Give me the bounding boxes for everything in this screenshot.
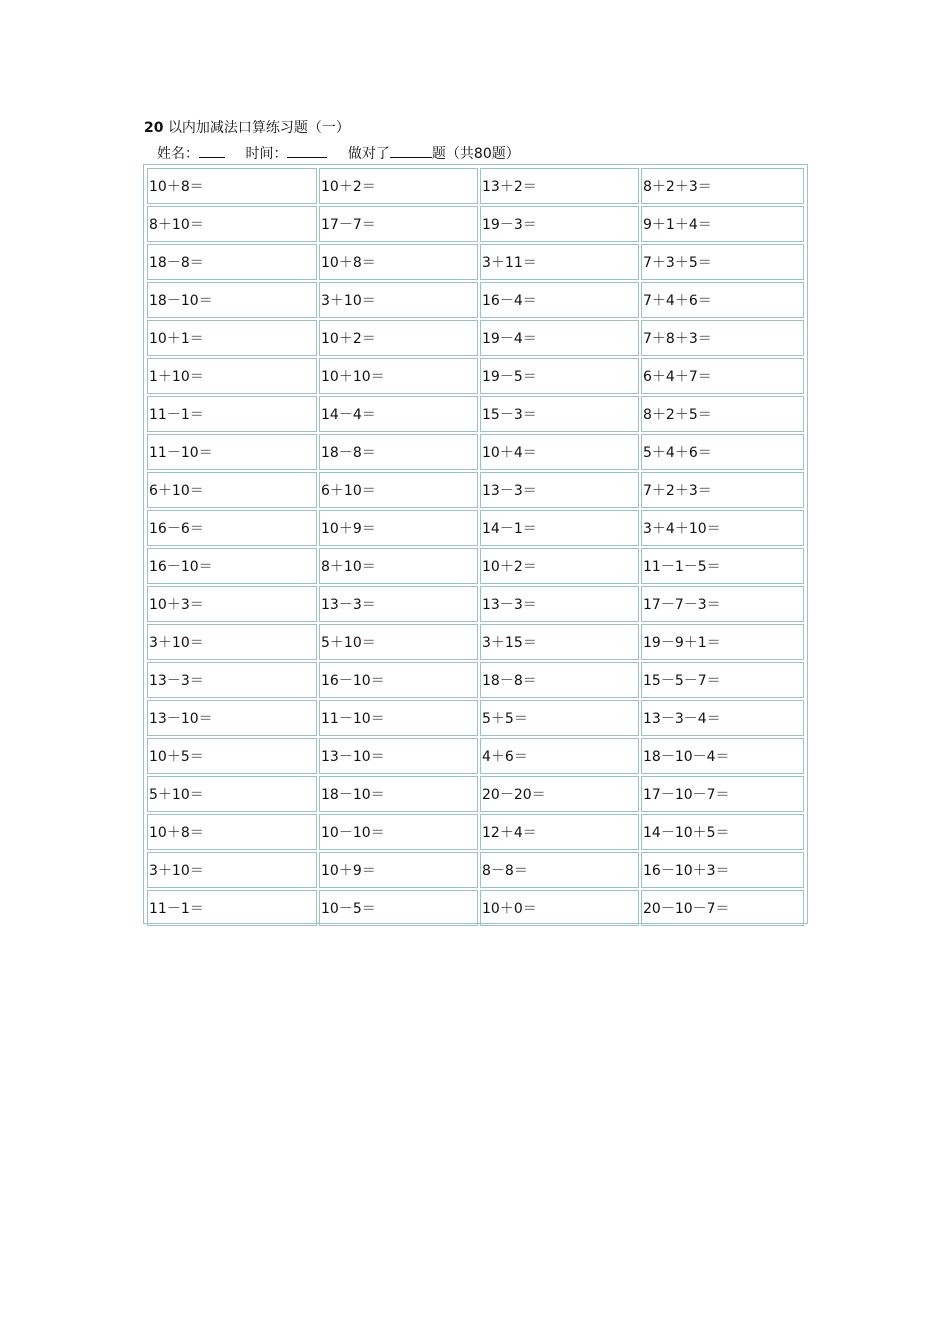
table-row [147,624,804,660]
problem-cell: 11－1＝ [147,890,317,926]
problem-cell: 13－10＝ [319,738,478,774]
problem-cell: 13－3＝ [319,586,478,622]
table-row [147,548,804,584]
problem-cell: 20－20＝ [480,776,639,812]
problem-cell: 14－10＋5＝ [641,814,804,850]
table-row [147,776,804,812]
problem-cell: 9＋1＋4＝ [641,206,804,242]
table-row [147,244,804,280]
table-row [147,434,804,470]
problem-cell: 1＋10＝ [147,358,317,394]
problem-cell: 13＋2＝ [480,168,639,204]
table-row [147,852,804,888]
problem-cell: 19－4＝ [480,320,639,356]
problem-cell: 8＋10＝ [319,548,478,584]
problem-cell: 8－8＝ [480,852,639,888]
problem-cell: 15－3＝ [480,396,639,432]
title-text: 以内加减法口算练习题（一） [167,120,350,136]
problem-cell: 11－1－5＝ [641,548,804,584]
problem-cell: 10＋3＝ [147,586,317,622]
problem-cell: 19－5＝ [480,358,639,394]
problem-cell: 10＋5＝ [147,738,317,774]
problem-cell: 10＋0＝ [480,890,639,926]
problem-cell: 13－3＝ [480,586,639,622]
problem-cell: 16－10＝ [147,548,317,584]
problem-cell: 10＋2＝ [319,320,478,356]
problem-cell: 13－3＝ [480,472,639,508]
problem-cell: 18－10－4＝ [641,738,804,774]
problem-cell: 3＋4＋10＝ [641,510,804,546]
problem-cell: 6＋10＝ [319,472,478,508]
problem-cell: 8＋2＋5＝ [641,396,804,432]
table-row [147,168,804,204]
problem-cell: 11－1＝ [147,396,317,432]
problem-cell: 7＋4＋6＝ [641,282,804,318]
table-row [147,738,804,774]
problem-grid [143,164,808,924]
problem-cell: 17－10－7＝ [641,776,804,812]
problem-cell: 10＋9＝ [319,852,478,888]
problem-cell: 18－8＝ [480,662,639,698]
problem-cell: 3＋11＝ [480,244,639,280]
page-title [144,118,350,138]
problem-cell: 10＋4＝ [480,434,639,470]
problem-cell: 13－10＝ [147,700,317,736]
problem-cell: 10－10＝ [319,814,478,850]
problem-cell: 10＋8＝ [319,244,478,280]
table-row [147,472,804,508]
correct-suffix: 题（共 [431,146,474,162]
problem-cell: 19－3＝ [480,206,639,242]
problem-cell: 3＋10＝ [147,852,317,888]
problem-cell: 17－7－3＝ [641,586,804,622]
table-row [147,358,804,394]
total-suffix: 题） [491,146,520,162]
problem-cell: 11－10＝ [147,434,317,470]
time-label: 时间： [245,146,288,162]
problem-cell: 7＋8＋3＝ [641,320,804,356]
problem-cell: 14－4＝ [319,396,478,432]
table-row [147,396,804,432]
problem-cell: 18－10＝ [147,282,317,318]
problem-cell: 6＋10＝ [147,472,317,508]
problem-cell: 15－5－7＝ [641,662,804,698]
table-row [147,510,804,546]
problem-cell: 13－3＝ [147,662,317,698]
correct-blank[interactable] [390,143,432,158]
title-number: 20 [144,120,164,136]
name-blank[interactable] [199,143,225,158]
problem-cell: 10＋1＝ [147,320,317,356]
table-row [147,206,804,242]
problem-cell: 8＋10＝ [147,206,317,242]
table-row [147,320,804,356]
problem-cell: 16－10＋3＝ [641,852,804,888]
problem-cell: 20－10－7＝ [641,890,804,926]
problem-cell: 16－10＝ [319,662,478,698]
problem-cell: 3＋15＝ [480,624,639,660]
problem-cell: 5＋5＝ [480,700,639,736]
total-count: 80 [473,146,492,162]
problem-table [145,166,806,928]
correct-label: 做对了 [347,146,390,162]
problem-cell: 10＋9＝ [319,510,478,546]
problem-cell: 5＋10＝ [319,624,478,660]
time-blank[interactable] [287,143,327,158]
table-row [147,814,804,850]
problem-cell: 16－4＝ [480,282,639,318]
name-label: 姓名： [157,146,199,162]
problem-cell: 10＋2＝ [480,548,639,584]
table-row [147,586,804,622]
problem-cell: 4＋6＝ [480,738,639,774]
problem-cell: 17－7＝ [319,206,478,242]
problem-cell: 10＋2＝ [319,168,478,204]
problem-cell: 18－10＝ [319,776,478,812]
problem-cell: 19－9＋1＝ [641,624,804,660]
table-row [147,282,804,318]
problem-cell: 5＋4＋6＝ [641,434,804,470]
table-row [147,700,804,736]
problem-cell: 12＋4＝ [480,814,639,850]
problem-cell: 18－8＝ [147,244,317,280]
problem-cell: 5＋10＝ [147,776,317,812]
table-row [147,890,804,926]
problem-cell: 3＋10＝ [319,282,478,318]
problem-cell: 10＋8＝ [147,814,317,850]
problem-cell: 10－5＝ [319,890,478,926]
info-line [157,143,520,164]
table-row [147,662,804,698]
problem-cell: 8＋2＋3＝ [641,168,804,204]
problem-cell: 11－10＝ [319,700,478,736]
problem-cell: 3＋10＝ [147,624,317,660]
problem-cell: 10＋10＝ [319,358,478,394]
problem-cell: 7＋2＋3＝ [641,472,804,508]
problem-cell: 7＋3＋5＝ [641,244,804,280]
problem-cell: 18－8＝ [319,434,478,470]
problem-cell: 6＋4＋7＝ [641,358,804,394]
problem-cell: 14－1＝ [480,510,639,546]
problem-cell: 13－3－4＝ [641,700,804,736]
problem-cell: 10＋8＝ [147,168,317,204]
problem-cell: 16－6＝ [147,510,317,546]
